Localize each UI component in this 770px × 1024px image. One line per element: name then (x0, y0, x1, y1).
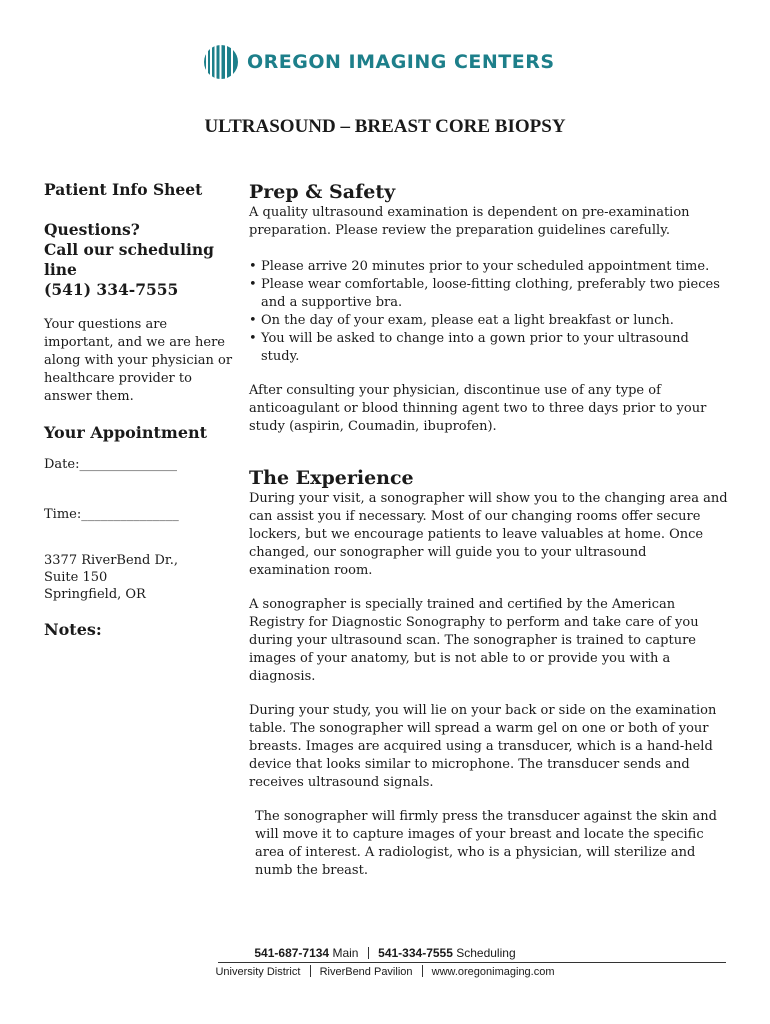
address-block (44, 552, 234, 603)
prep-bullet-list (249, 258, 729, 366)
date-field: Date:_______________ (44, 457, 177, 472)
location-riverbend: RiverBend Pavilion (319, 966, 413, 978)
questions-blurb: Your questions are important, and we are here along with your physician or healthcare provider to answer them. (44, 317, 233, 404)
experience-paragraph: A sonographer is specially trained and certified by the American Registry for Diagnostic Sonography to perform and take care of you during your ultrasound scan. The sonographer is trained to capture images of your anatomy, but is not able to or provide you with a diagnosis. (249, 597, 699, 684)
footer-locations (0, 965, 770, 978)
experience-heading: The Experience (249, 467, 414, 489)
prep-safety-heading: Prep & Safety (249, 181, 396, 203)
footer-phones (0, 946, 770, 960)
list-item: • Please wear comfortable, loose-fitting clothing, preferably two pieces and a supportive bra. (249, 276, 729, 312)
footer-rule (218, 962, 726, 963)
list-item: • On the day of your exam, please eat a light breakfast or lunch. (249, 312, 729, 330)
call-line-text: Call our scheduling line (44, 240, 215, 279)
right-column (249, 180, 729, 880)
info-sheet-heading: Patient Info Sheet (44, 180, 203, 199)
document-title: ULTRASOUND – BREAST CORE BIOPSY (204, 116, 566, 137)
footer-divider (422, 965, 423, 977)
scheduling-label: Scheduling (456, 946, 516, 960)
address-line: Springfield, OR (44, 587, 146, 602)
address-line: 3377 RiverBend Dr., (44, 553, 178, 568)
scheduling-phone: (541) 334-7555 (44, 280, 179, 299)
list-item: • You will be asked to change into a gown prior to your ultrasound study. (249, 330, 729, 366)
footer-divider (368, 947, 369, 959)
brand-logo (203, 44, 555, 80)
prep-intro: A quality ultrasound examination is dependent on pre-examination preparation. Please review the preparation guidelines carefully. (249, 205, 690, 238)
questions-heading: Questions? (44, 220, 140, 239)
time-field: Time:_______________ (44, 507, 179, 522)
website-link[interactable]: www.oregonimaging.com (431, 966, 555, 978)
main-phone: 541-687-7134 (254, 946, 330, 960)
scheduling-phone-footer: 541-334-7555 (378, 946, 453, 960)
experience-paragraph: During your study, you will lie on your back or side on the examination table. The sonographer will spread a warm gel on one or both of your breasts. Images are acquired using a transducer, which is a hand-held device that looks similar to microphone. The transducer sends and receives ultrasound signals. (249, 703, 717, 790)
location-university: University District (215, 966, 301, 978)
address-line: Suite 150 (44, 570, 108, 585)
footer-divider (310, 965, 311, 977)
experience-paragraph: The sonographer will firmly press the transducer against the skin and will move it to capture images of your breast and locate the specific area of interest. A radiologist, who is a physician, will sterilize and numb the breast. (255, 809, 718, 878)
left-column (44, 180, 234, 639)
appointment-heading: Your Appointment (44, 423, 208, 442)
main-label: Main (332, 946, 359, 960)
anticoagulant-note: After consulting your physician, discontinue use of any type of anticoagulant or blood thinning agent two to three days prior to your study (aspirin, Coumadin, ibuprofen). (249, 383, 707, 434)
experience-paragraph: During your visit, a sonographer will show you to the changing area and can assist you if necessary. Most of our changing rooms offer secure lockers, but we encourage patients to leave valuables at home. Once changed, our sonographer will guide you to your ultrasound examination room. (249, 491, 728, 578)
notes-heading: Notes: (44, 620, 102, 639)
questions-block (44, 220, 234, 300)
list-item: • Please arrive 20 minutes prior to your scheduled appointment time. (249, 258, 729, 276)
brand-name: OREGON IMAGING CENTERS (247, 51, 555, 73)
striped-circle-logo-icon (203, 44, 241, 80)
